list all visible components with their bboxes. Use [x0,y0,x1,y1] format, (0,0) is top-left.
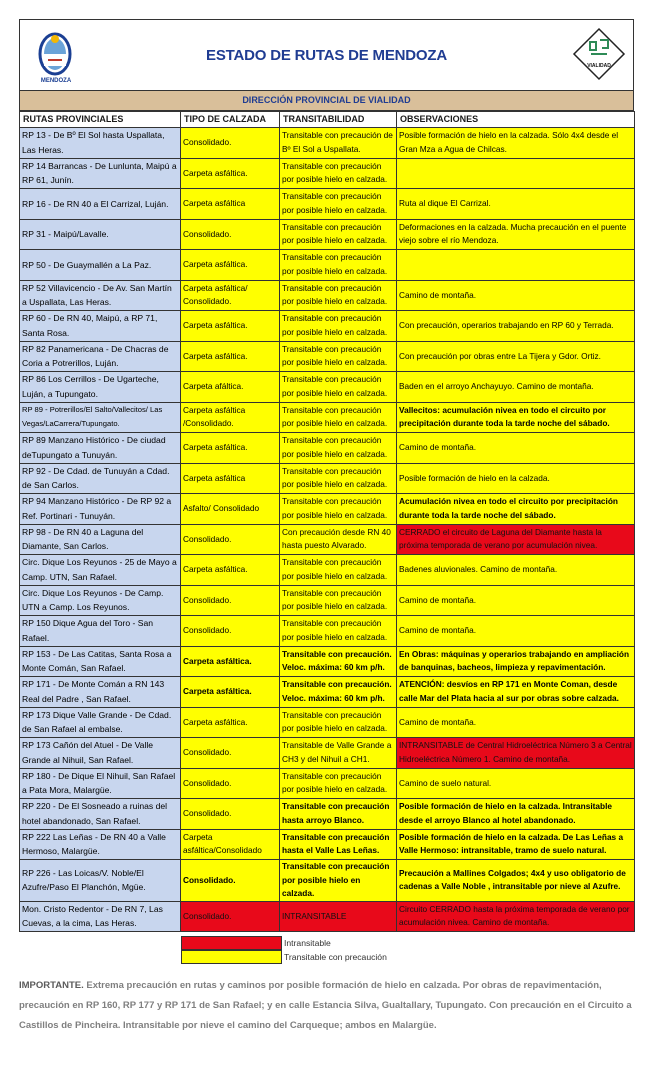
cell-transitabilidad: Transitable con precaución por posible hielo en calzada. [280,250,397,281]
cell-calzada: Carpeta asfáltica/Consolidado [181,829,280,860]
cell-calzada: Carpeta asfáltica. [181,158,280,189]
cell-calzada: Carpeta asfáltica. [181,555,280,586]
table-row [20,585,635,616]
cell-calzada: Carpeta asfáltica/ Consolidado. [181,280,280,311]
legend-swatch-yellow [181,950,282,964]
cell-observaciones: Posible formación de hielo en la calzada. Intransitable desde el arroyo Blanco al hotel abandonado. [397,799,635,830]
column-header-calzada: TIPO DE CALZADA [181,112,280,128]
cell-ruta: RP 98 - De RN 40 a Laguna del Diamante, San Carlos. [20,524,181,555]
cell-transitabilidad: Transitable con precaución por posible hielo en calzada. [280,494,397,525]
cell-ruta: RP 226 - Las Loicas/V. Noble/El Azufre/Paso El Planchón, Mgüe. [20,860,181,902]
cell-observaciones: Baden en el arroyo Anchayuyo. Camino de montaña. [397,372,635,403]
column-header-rutas: RUTAS PROVINCIALES [20,112,181,128]
table-row [20,738,635,769]
report-sheet [19,19,634,932]
cell-calzada: Carpeta asfáltica. [181,707,280,738]
cell-transitabilidad: Transitable con precaución hasta arroyo Blanco. [280,799,397,830]
cell-ruta: RP 86 Los Cerrillos - De Ugarteche, Luján, a Tupungato. [20,372,181,403]
cell-ruta: Mon. Cristo Redentor - De RN 7, Las Cuevas, a la cima, Las Heras. [20,901,181,932]
cell-ruta: RP 220 - De El Sosneado a ruinas del hotel abandonado, San Rafael. [20,799,181,830]
cell-observaciones: Con precaución, operarios trabajando en RP 60 y Terrada. [397,311,635,342]
cell-transitabilidad: Transitable con precaución por posible hielo en calzada. [280,280,397,311]
cell-ruta: RP 50 - De Guaymallén a La Paz. [20,250,181,281]
cell-observaciones: Con precaución por obras entre La Tijera y Gdor. Ortiz. [397,341,635,372]
cell-observaciones: Acumulación nivea en todo el circuito por precipitación durante toda la tarde noche del sábado. [397,494,635,525]
cell-transitabilidad: Transitable con precaución por posible hielo en calzada. [280,402,397,433]
table-row [20,799,635,830]
cell-calzada: Carpeta asfáltica. [181,250,280,281]
cell-ruta: RP 31 - Maipú/Lavalle. [20,219,181,250]
table-row [20,616,635,647]
cell-ruta: RP 14 Barrancas - De Lunlunta, Maipú a RP 61, Junín. [20,158,181,189]
table-row [20,555,635,586]
table-row [20,219,635,250]
cell-ruta: RP 13 - De Bº El Sol hasta Uspallata, Las Heras. [20,128,181,159]
cell-observaciones: Camino de montaña. [397,616,635,647]
cell-observaciones: CERRADO el circuito de Laguna del Diamante hasta la próxima temporada de verano por acumulación nivea. [397,524,635,555]
table-row [20,768,635,799]
page-title: ESTADO DE RUTAS DE MENDOZA [206,47,447,64]
cell-calzada: Carpeta asfáltica. [181,433,280,464]
table-row [20,901,635,932]
cell-transitabilidad: Transitable con precaución por posible hielo en calzada. [280,555,397,586]
note-text: Extrema precaución en rutas y caminos por posible formación de hielo en calzada. Por obras de repavimentación, precaución en RP 160, RP 177 y RP 171 de San Rafael; y en calle Estancia Silva, Gualtallary, Tupungato. Con precaución en el Circuito a Castillos de Pincheira. Intransitable por nieve el camino del Carqueque; ambos en Malargüe. [19,980,632,1031]
cell-ruta: RP 180 - De Dique El Nihuil, San Rafael a Pata Mora, Malargüe. [20,768,181,799]
note-lead: IMPORTANTE. [19,980,84,991]
cell-transitabilidad: Transitable con precaución por posible hielo en calzada. [280,463,397,494]
table-row [20,280,635,311]
cell-transitabilidad: Transitable con precaución por posible hielo en calzada. [280,219,397,250]
cell-observaciones: Camino de montaña. [397,433,635,464]
cell-calzada: Consolidado. [181,901,280,932]
logo-right-caption: VIALIDAD [587,63,611,69]
cell-observaciones: Badenes aluvionales. Camino de montaña. [397,555,635,586]
cell-calzada: Carpeta asfáltica [181,463,280,494]
cell-ruta: RP 173 Cañón del Atuel - De Valle Grande al Nihuil, San Rafael. [20,738,181,769]
table-row [20,860,635,902]
cell-transitabilidad: Transitable con precaución. Veloc. máxima: 60 km p/h. [280,646,397,677]
cell-observaciones: Vallecitos: acumulación nivea en todo el circuito por precipitación durante toda la tarde noche del sábado. [397,402,635,433]
cell-transitabilidad: Transitable con precaución por posible hielo en calzada. [280,433,397,464]
cell-transitabilidad: Con precaución desde RN 40 hasta puesto Alvarado. [280,524,397,555]
legend-item-precaucion [181,950,387,964]
department-band: DIRECCIÓN PROVINCIAL DE VIALIDAD [19,90,634,111]
table-row [20,646,635,677]
cell-calzada: Carpeta asfáltica /Consolidado. [181,402,280,433]
column-header-transitabilidad: TRANSITABILIDAD [280,112,397,128]
cell-ruta: Circ. Dique Los Reyunos - 25 de Mayo a Camp. UTN, San Rafael. [20,555,181,586]
cell-ruta: RP 94 Manzano Histórico - De RP 92 a Ref. Portinari - Tunuyán. [20,494,181,525]
cell-observaciones: Camino de montaña. [397,280,635,311]
cell-observaciones: En Obras: máquinas y operarios trabajando en ampliación de banquinas, bacheos, limpieza y repavimentación. [397,646,635,677]
routes-table [19,111,635,932]
cell-observaciones: Circuito CERRADO hasta la próxima temporada de verano por acumulación nivea. Camino de montaña. [397,901,635,932]
cell-observaciones: Posible formación de hielo en la calzada. De Las Leñas a Valle Hermoso: intransitable, tramo de suelo natural. [397,829,635,860]
table-row [20,829,635,860]
cell-transitabilidad: Transitable de Valle Grande a CH3 y del Nihuil a CH1. [280,738,397,769]
table-header-row [20,112,635,128]
cell-observaciones: Camino de suelo natural. [397,768,635,799]
table-row [20,189,635,220]
cell-calzada: Consolidado. [181,799,280,830]
cell-calzada: Consolidado. [181,524,280,555]
table-row [20,463,635,494]
table-row [20,677,635,708]
cell-transitabilidad: Transitable con precaución por posible hielo en calzada. [280,616,397,647]
cell-observaciones: Posible formación de hielo en la calzada. Sólo 4x4 desde el Gran Mza a Agua de Chilcas. [397,128,635,159]
legend-swatch-red [181,936,282,950]
cell-ruta: RP 92 - De Cdad. de Tunuyán a Cdad. de San Carlos. [20,463,181,494]
cell-calzada: Consolidado. [181,219,280,250]
legend [181,936,387,964]
cell-ruta: Circ. Dique Los Reyunos - De Camp. UTN a Camp. Los Reyunos. [20,585,181,616]
cell-transitabilidad: Transitable con precaución por posible hielo en calzada. [280,860,397,902]
table-row [20,128,635,159]
cell-ruta: RP 82 Panamericana - De Chacras de Coria a Potrerillos, Luján. [20,341,181,372]
cell-ruta: RP 60 - De RN 40, Maipú, a RP 71, Santa Rosa. [20,311,181,342]
column-header-observaciones: OBSERVACIONES [397,112,635,128]
cell-observaciones: Deformaciones en la calzada. Mucha precaución en el puente viejo sobre el río Mendoza. [397,219,635,250]
cell-transitabilidad: Transitable con precaución por posible hielo en calzada. [280,707,397,738]
cell-calzada: Carpeta asfáltica. [181,646,280,677]
cell-transitabilidad: Transitable con precaución. Veloc. máxima: 60 km p/h. [280,677,397,708]
cell-calzada: Consolidado. [181,128,280,159]
cell-observaciones: Precaución a Mallines Colgados; 4x4 y uso obligatorio de cadenas a Valle Noble , intransitable por nieve al Azufre. [397,860,635,902]
table-row [20,341,635,372]
cell-ruta: RP 173 Dique Valle Grande - De Cdad. de San Rafael al embalse. [20,707,181,738]
table-row [20,433,635,464]
table-row [20,524,635,555]
cell-observaciones: Ruta al dique El Carrizal. [397,189,635,220]
cell-calzada: Consolidado. [181,585,280,616]
report-header [19,19,634,90]
cell-transitabilidad: Transitable con precaución hasta el Valle Las Leñas. [280,829,397,860]
cell-transitabilidad: Transitable con precaución de Bº El Sol a Uspallata. [280,128,397,159]
cell-calzada: Carpeta asfáltica [181,189,280,220]
cell-ruta: RP 150 Dique Agua del Toro - San Rafael. [20,616,181,647]
legend-label: Intransitable [284,938,331,948]
cell-observaciones: Camino de montaña. [397,585,635,616]
cell-transitabilidad: Transitable con precaución por posible hielo en calzada. [280,768,397,799]
cell-calzada: Asfalto/ Consolidado [181,494,280,525]
cell-calzada: Carpeta asfáltica. [181,311,280,342]
cell-calzada: Consolidado. [181,860,280,902]
cell-ruta: RP 16 - De RN 40 a El Carrizal, Luján. [20,189,181,220]
cell-transitabilidad: INTRANSITABLE [280,901,397,932]
cell-transitabilidad: Transitable con precaución por posible hielo en calzada. [280,585,397,616]
cell-ruta: RP 89 Manzano Histórico - De ciudad deTupungato a Tunuyán. [20,433,181,464]
table-row [20,372,635,403]
cell-calzada: Carpeta afáltica. [181,372,280,403]
table-row [20,311,635,342]
cell-transitabilidad: Transitable con precaución por posible hielo en calzada. [280,189,397,220]
cell-transitabilidad: Transitable con precaución por posible hielo en calzada. [280,158,397,189]
table-row [20,494,635,525]
cell-ruta: RP 171 - De Monte Comán a RN 143 Real del Padre , San Rafael. [20,677,181,708]
cell-calzada: Consolidado. [181,616,280,647]
table-row [20,402,635,433]
cell-ruta: RP 153 - De Las Catitas, Santa Rosa a Monte Comán, San Rafael. [20,646,181,677]
cell-observaciones [397,158,635,189]
vialidad-logo-icon [571,26,627,82]
legend-item-intransitable [181,936,387,950]
cell-calzada: Carpeta asfáltica. [181,341,280,372]
cell-ruta: RP 222 Las Leñas - De RN 40 a Valle Hermoso, Malargüe. [20,829,181,860]
cell-observaciones: ATENCIÓN: desvíos en RP 171 en Monte Coman, desde calle Mar del Plata hacia al sur por obras sobre calzada. [397,677,635,708]
table-row [20,707,635,738]
table-row [20,250,635,281]
cell-calzada: Consolidado. [181,768,280,799]
cell-observaciones [397,250,635,281]
cell-observaciones: Camino de montaña. [397,707,635,738]
cell-ruta: RP 52 Villavicencio - De Av. San Martín a Uspallata, Las Heras. [20,280,181,311]
table-row [20,158,635,189]
cell-observaciones: Posible formación de hielo en la calzada. [397,463,635,494]
legend-label: Transitable con precaución [284,952,387,962]
cell-transitabilidad: Transitable con precaución por posible hielo en calzada. [280,341,397,372]
cell-transitabilidad: Transitable con precaución por posible hielo en calzada. [280,372,397,403]
logo-left-caption: MENDOZA [40,78,72,84]
cell-ruta: RP 89 - Potrerillos/El Salto/Vallecitos/ Las Vegas/LaCarrera/Tupungato. [20,402,181,433]
cell-transitabilidad: Transitable con precaución por posible hielo en calzada. [280,311,397,342]
routes-table-body [20,128,635,932]
important-note [19,976,634,1036]
cell-observaciones: INTRANSITABLE de Central Hidroeléctrica Número 3 a Central Hidroeléctrica Número 1. Camino de montaña. [397,738,635,769]
cell-calzada: Carpeta asfáltica. [181,677,280,708]
cell-calzada: Consolidado. [181,738,280,769]
